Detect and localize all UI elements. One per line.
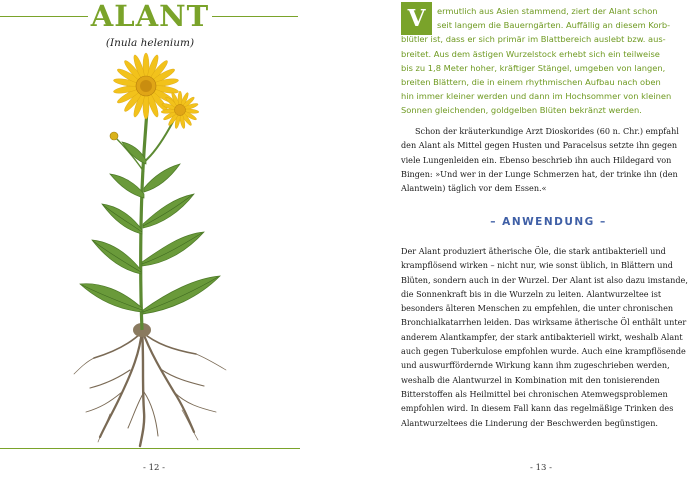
intro-line: Sonnen gleichenden, goldgelben Blüten bekränzt werden. bbox=[401, 105, 642, 116]
left-page bbox=[0, 0, 346, 480]
intro-line: bis zu 1,8 Meter hoher, kräftiger Stängel, umgeben von langen, bbox=[401, 62, 666, 73]
intro-line: breitet. Aus dem ästigen Wurzelstock erhebt sich ein teilweise bbox=[401, 48, 660, 59]
intro-line: hin immer kleiner werden und dann im Hochsommer von kleinen bbox=[401, 91, 672, 102]
leaves bbox=[80, 142, 220, 314]
page-title: ALANT bbox=[90, 0, 210, 33]
botanical-name: (Inula helenium) bbox=[105, 37, 195, 49]
intro-line: ermutlich aus Asien stammend, ziert der Alant schon bbox=[437, 6, 658, 16]
intro-line: seit langem die Bauerngärten. Auffällig an diesem Korb- bbox=[437, 20, 671, 31]
title-rule-right bbox=[212, 16, 298, 17]
intro-line: blütler ist, dass er sich primär im Blattbereich auslebt bzw. aus- bbox=[401, 34, 666, 45]
title-rule-left bbox=[0, 16, 88, 17]
history-paragraph: Schon der kräuterkundige Arzt Dioskorides (60 n. Chr.) empfahl den Alant als Mittel gegen Husten und Paracelsus setzte ihn gegen viele Lungenleiden ein. Ebenso beschrieb ihn auch Hildegard von Bingen: »Und wer in der Lunge Schmerzen hat, der trinke ihn (den Alantwein) täglich vor dem Essen.« bbox=[401, 126, 679, 194]
drop-cap: V bbox=[401, 2, 432, 35]
right-page bbox=[388, 0, 699, 480]
plant-illustration bbox=[70, 52, 260, 448]
intro-line: breiten Blättern, die in einem rhythmischen Aufbau nach oben bbox=[401, 77, 661, 88]
bottom-rule bbox=[0, 448, 300, 449]
usage-paragraph: Der Alant produziert ätherische Öle, die stark antibakteriell und krampflösend wirken – nicht nur, wie sonst üblich, in Blättern und Blüten, sondern auch in der Wurzel. Der Alant ist also dazu imstande, die Sonnenkraft bis in die Wurzeln zu leiten. Alantwurzeltee ist besonders älteren Menschen zu empfehlen, die unter chronischen Bronchialkatarrhen leiden. Das wirksame ätherische Öl enthält unter anderem Alantkampfer, der stark antibakteriell wirkt, weshalb Alant auch gegen Tuberkulose empfohlen wurde. Auch eine krampflösende und auswurffördernde Wirkung kann ihm zugeschrieben werden, weshalb die Alantwurzel in Kombination mit den tonisierenden Bitterstoffen als Heilmittel bei chronischen Atemwegsproblemen empfohlen wird. In diesem Fall kann das regelmäßige Trinken des Alantwurzeltees die Linderung der Beschwerden begünstigen. bbox=[401, 246, 688, 428]
section-heading: – ANWENDUNG – bbox=[490, 216, 607, 228]
page-number-left: - 12 - bbox=[143, 463, 165, 473]
page-number-right: - 13 - bbox=[530, 463, 552, 473]
roots bbox=[74, 330, 226, 446]
title-row bbox=[0, 0, 300, 32]
flower-bud bbox=[110, 132, 118, 140]
intro-paragraph bbox=[401, 4, 696, 118]
main-stem bbox=[141, 88, 148, 330]
